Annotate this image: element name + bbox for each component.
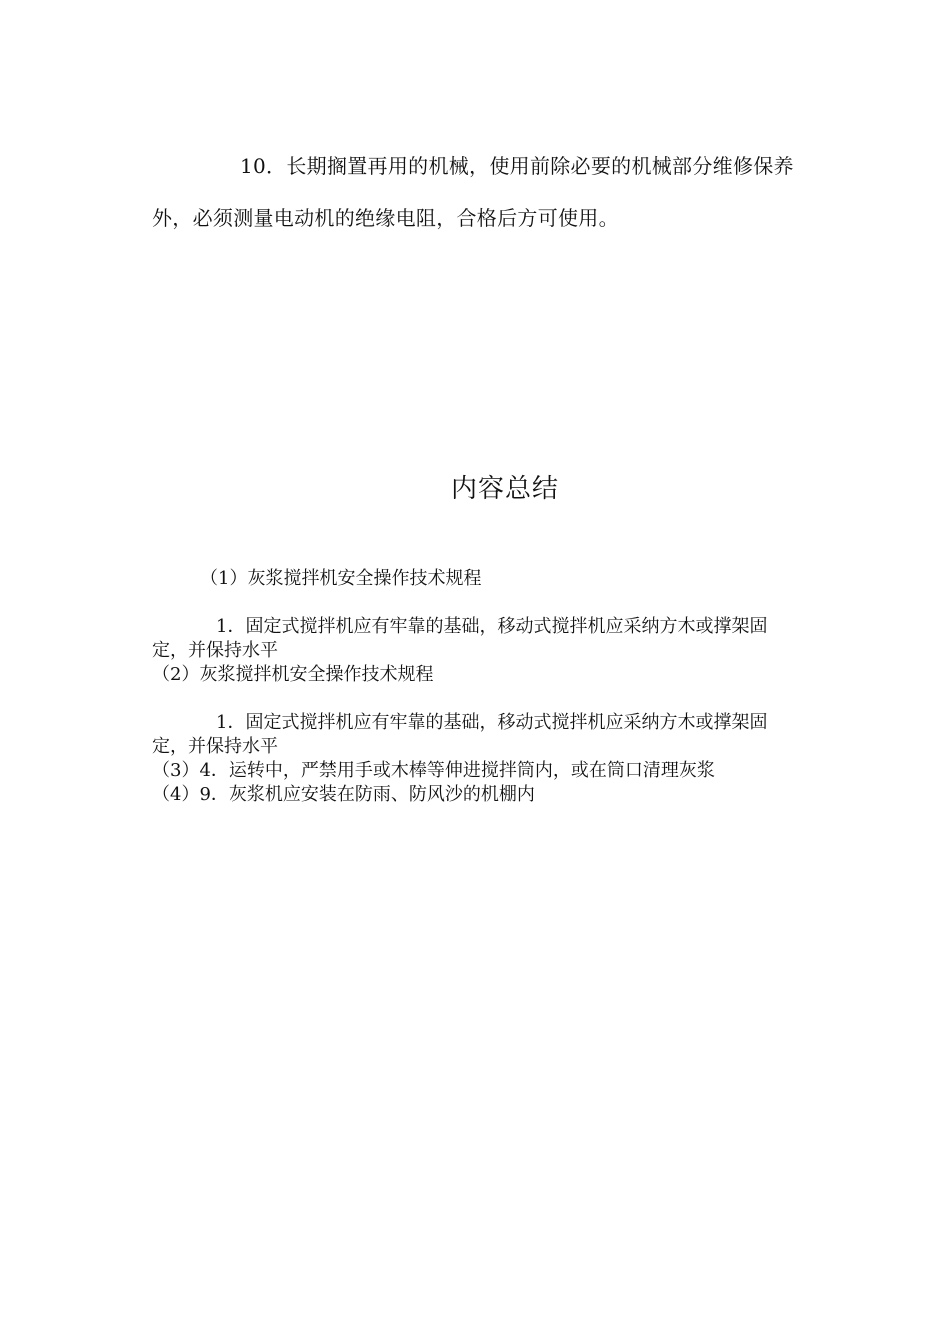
summary-title: 内容总结: [450, 474, 559, 504]
summary-item-3: （3）4．运转中，严禁用手或木棒等伸进搅拌筒内，或在筒口清理灰浆: [152, 760, 715, 781]
summary-item-1-heading: （1）灰浆搅拌机安全操作技术规程: [200, 568, 482, 589]
summary-section: [152, 567, 802, 807]
summary-item-2-heading: （2）灰浆搅拌机安全操作技术规程: [152, 664, 434, 685]
summary-item-1-body: 1．固定式搅拌机应有牢靠的基础，移动式搅拌机应采纳方木或撑架固定，并保持水平: [152, 616, 768, 661]
paragraph-item-10: 10．长期搁置再用的机械，使用前除必要的机械部分维修保养外，必须测量电动机的绝缘电阻，合格后方可使用。: [152, 154, 794, 230]
summary-item-2-body: 1．固定式搅拌机应有牢靠的基础，移动式搅拌机应采纳方木或撑架固定，并保持水平: [152, 712, 768, 757]
summary-item-4: （4）9．灰浆机应安装在防雨、防风沙的机棚内: [152, 784, 535, 805]
